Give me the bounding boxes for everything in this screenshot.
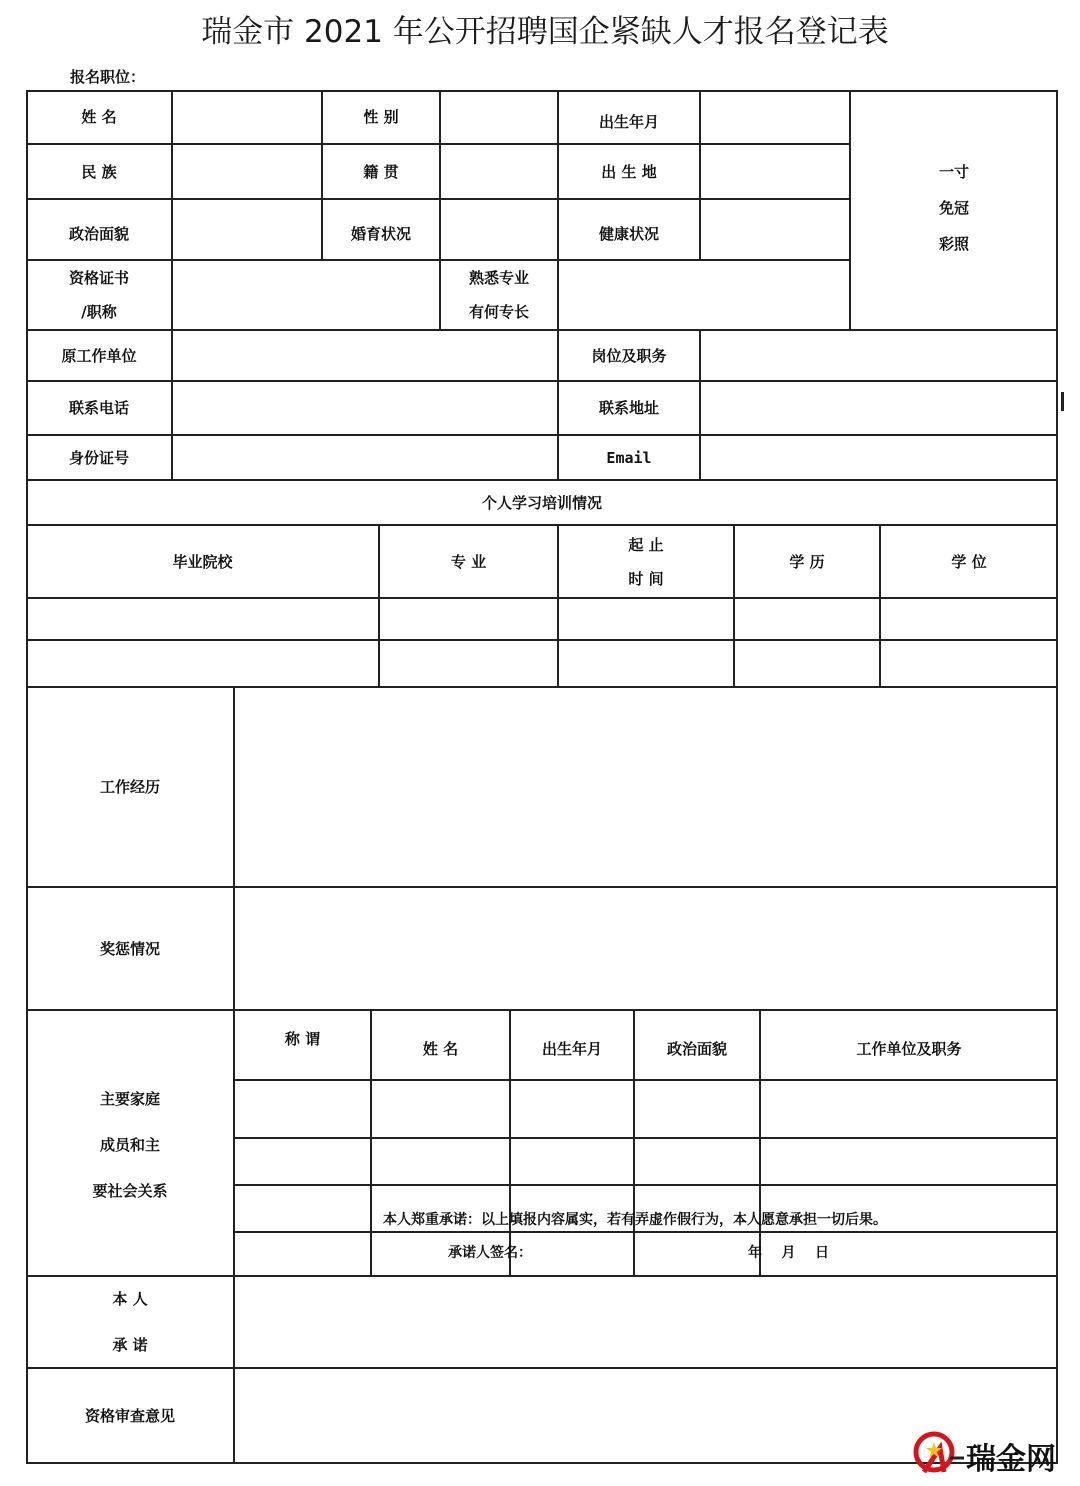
native-place-field[interactable] <box>440 144 558 199</box>
family-header-relation: 称 谓 <box>284 1030 321 1048</box>
family-row[interactable] <box>234 1232 1058 1276</box>
family-header-political: 政治面貌 <box>666 1040 727 1058</box>
political-status-field[interactable] <box>172 199 322 260</box>
edu-header-degree: 学 位 <box>951 552 987 571</box>
family-header-name: 姓 名 <box>422 1040 459 1058</box>
family-label: 主要家庭 成员和主 要社会关系 <box>92 1090 168 1200</box>
photo-box-label: 一寸 免冠 彩照 <box>938 163 969 253</box>
edu-header-degree-level: 学 历 <box>789 552 825 571</box>
marital-status-label: 婚育状况 <box>350 225 411 243</box>
family-row[interactable] <box>234 1080 1058 1138</box>
ethnicity-field[interactable] <box>172 144 322 199</box>
position-label: 岗位及职务 <box>591 346 667 365</box>
education-row[interactable] <box>26 640 1058 687</box>
specialty-field[interactable] <box>558 260 850 330</box>
commitment-label: 本 人 承 诺 <box>112 1290 148 1354</box>
birth-date-field[interactable] <box>700 90 850 144</box>
edu-header-school: 毕业院校 <box>172 552 233 571</box>
family-row[interactable] <box>234 1138 1058 1185</box>
text-cursor-icon <box>1061 392 1064 411</box>
position-field[interactable] <box>700 330 1058 381</box>
native-place-label: 籍 贯 <box>363 162 399 181</box>
address-field[interactable] <box>700 381 1058 435</box>
birthplace-field[interactable] <box>700 144 850 199</box>
employer-label: 原工作单位 <box>61 346 137 365</box>
health-status-label: 健康状况 <box>598 225 659 243</box>
awards-label: 奖惩情况 <box>99 939 160 958</box>
post-label: 报名职位： <box>70 68 146 86</box>
employer-field[interactable] <box>172 330 558 381</box>
edu-header-period: 起 止 时 间 <box>628 535 664 588</box>
id-number-label: 身份证号 <box>68 448 129 467</box>
specialty-label: 熟悉专业 有何专长 <box>468 269 529 321</box>
birth-date-label: 出生年月 <box>598 113 659 131</box>
political-status-label: 政治面貌 <box>68 225 129 243</box>
email-label: Email <box>606 448 652 467</box>
phone-field[interactable] <box>172 381 558 435</box>
edu-header-major: 专 业 <box>450 552 487 571</box>
work-history-label: 工作经历 <box>99 778 160 796</box>
name-label: 姓 名 <box>81 108 117 126</box>
work-history-field[interactable] <box>234 687 1058 887</box>
site-logo <box>910 1428 1070 1480</box>
certificate-label: 资格证书 /职称 <box>68 269 129 321</box>
ethnicity-label: 民 族 <box>81 162 117 181</box>
review-label: 资格审查意见 <box>84 1407 175 1425</box>
education-row[interactable] <box>26 598 1058 640</box>
registration-form <box>26 90 1058 1464</box>
health-status-field[interactable] <box>700 199 850 260</box>
awards-field[interactable] <box>234 887 1058 1010</box>
gender-field[interactable] <box>440 90 558 144</box>
email-field[interactable] <box>700 435 1058 480</box>
form-title: 瑞金市 2021 年公开招聘国企紧缺人才报名登记表 <box>201 14 889 50</box>
certificate-field[interactable] <box>172 260 440 330</box>
birthplace-label: 出 生 地 <box>601 162 657 181</box>
address-label: 联系地址 <box>598 399 659 417</box>
marital-status-field[interactable] <box>440 199 558 260</box>
phone-label: 联系电话 <box>68 399 129 417</box>
sign-date: 年 月 日 <box>748 1245 829 1261</box>
name-field[interactable] <box>172 90 322 144</box>
watermark-text: 瑞金网 <box>966 1442 1056 1477</box>
signer-label: 承诺人签名： <box>448 1245 532 1261</box>
education-section-title: 个人学习培训情况 <box>481 493 602 512</box>
id-number-field[interactable] <box>172 435 558 480</box>
gender-label: 性 别 <box>363 108 399 126</box>
family-header-birth: 出生年月 <box>541 1040 602 1058</box>
family-header-employer: 工作单位及职务 <box>856 1040 962 1058</box>
commitment-statement: 本人郑重承诺：以上填报内容属实，若有弄虚作假行为，本人愿意承担一切后果。 <box>383 1212 887 1228</box>
